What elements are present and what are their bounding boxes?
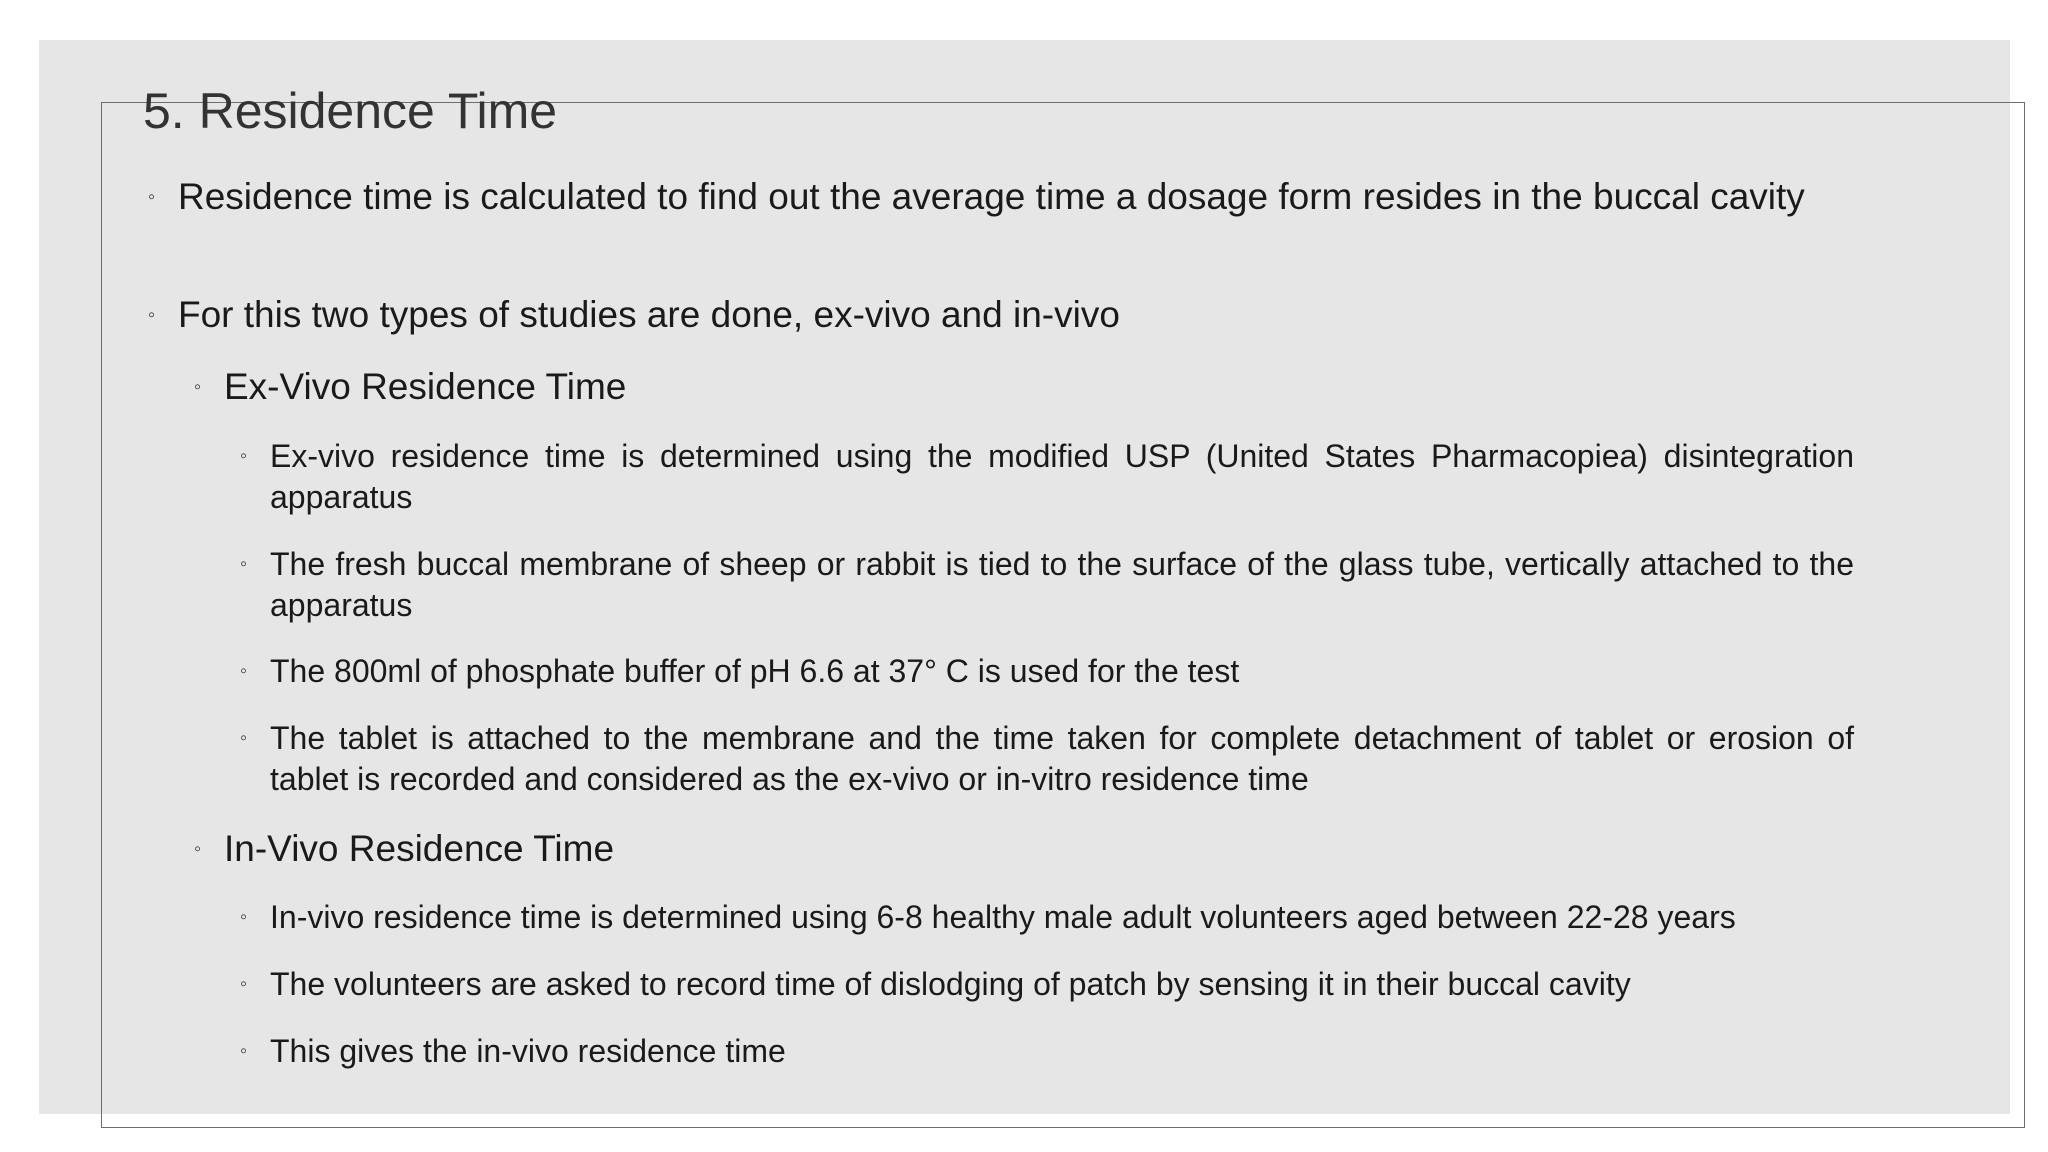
bullet-item-volunteers-age <box>240 897 1854 938</box>
subheading-ex-vivo <box>194 364 1854 410</box>
bullet-circle-icon: ◦ <box>148 304 156 326</box>
bullet-circle-icon: ◦ <box>240 1040 248 1062</box>
bullet-circle-icon: ◦ <box>194 838 202 860</box>
bullet-text: Ex-vivo residence time is determined using the modified USP (United States Pharmacopiea) disintegration apparatus <box>270 438 1854 515</box>
bullet-text: Ex-Vivo Residence Time <box>224 366 627 407</box>
bullet-text: For this two types of studies are done, ex-vivo and in-vivo <box>178 294 1120 335</box>
bullet-item-ex-vivo-apparatus <box>240 436 1854 518</box>
bullet-circle-icon: ◦ <box>148 186 156 208</box>
bullet-text: The fresh buccal membrane of sheep or rabbit is tied to the surface of the glass tube, vertically attached to the apparatus <box>270 546 1854 623</box>
bullet-circle-icon: ◦ <box>240 727 248 749</box>
bullet-text: Residence time is calculated to find out the average time a dosage form resides in the buccal cavity <box>178 176 1805 217</box>
bullet-circle-icon: ◦ <box>240 553 248 575</box>
bullet-item-residence-time-definition <box>148 174 1854 220</box>
bullet-text: In-Vivo Residence Time <box>224 828 615 869</box>
bullet-text: The volunteers are asked to record time of dislodging of patch by sensing it in their buccal cavity <box>270 966 1631 1002</box>
bullet-item-record-dislodging <box>240 964 1854 1005</box>
bullet-item-phosphate-buffer <box>240 651 1854 692</box>
bullet-circle-icon: ◦ <box>240 906 248 928</box>
bullet-item-in-vivo-result <box>240 1031 1854 1072</box>
bullet-text: The 800ml of phosphate buffer of pH 6.6 at 37° C is used for the test <box>270 653 1240 689</box>
bullet-text: In-vivo residence time is determined using 6-8 healthy male adult volunteers aged between 22-28 years <box>270 899 1736 935</box>
subheading-in-vivo <box>194 826 1854 872</box>
slide-title: 5. Residence Time <box>143 83 558 139</box>
bullet-item-buccal-membrane <box>240 544 1854 626</box>
bullet-text: This gives the in-vivo residence time <box>270 1033 786 1069</box>
bullet-text: The tablet is attached to the membrane and the time taken for complete detachment of tablet or erosion of tablet is recorded and considered as the ex-vivo or in-vitro residence time <box>270 720 1854 797</box>
bullet-circle-icon: ◦ <box>240 660 248 682</box>
bullet-item-tablet-detachment <box>240 718 1854 800</box>
bullet-circle-icon: ◦ <box>194 376 202 398</box>
bullet-circle-icon: ◦ <box>240 973 248 995</box>
bullet-circle-icon: ◦ <box>240 445 248 467</box>
bullet-item-study-types <box>148 292 1854 338</box>
